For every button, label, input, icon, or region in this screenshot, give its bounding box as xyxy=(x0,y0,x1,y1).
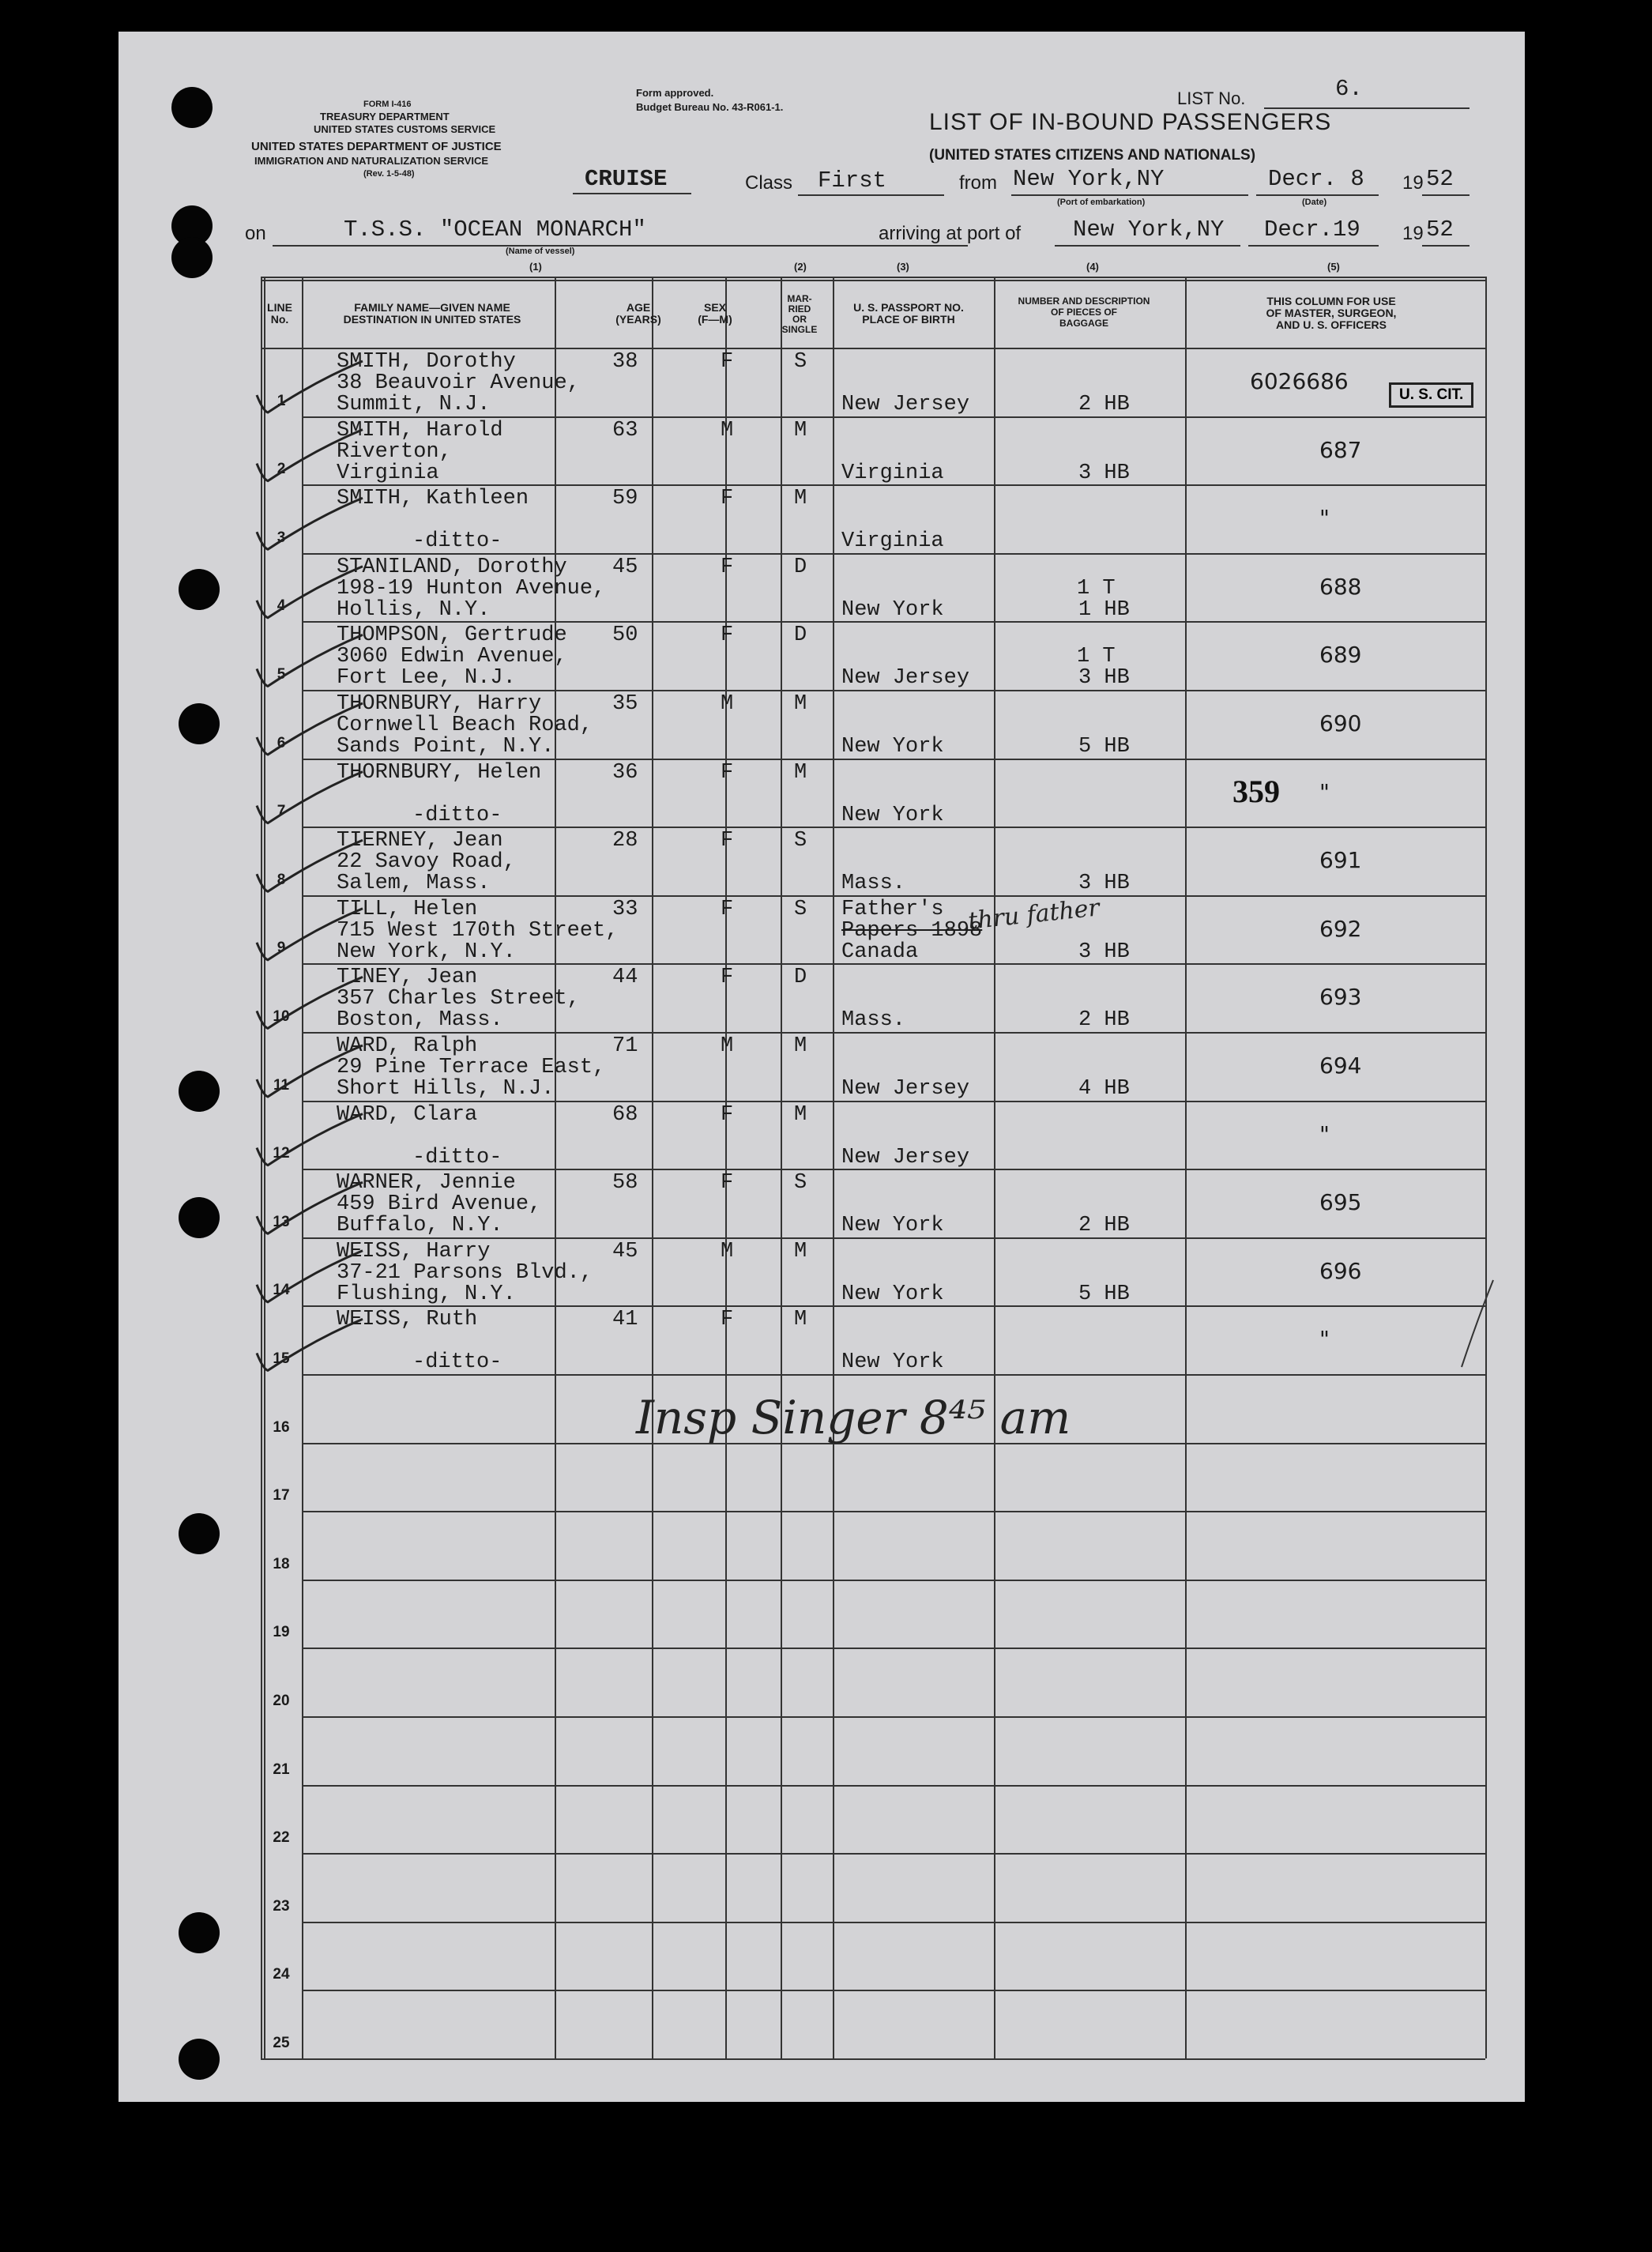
inspector-signature: Insp Singer 8⁴⁵ am xyxy=(636,1391,1071,1444)
check-mark-icon xyxy=(257,635,363,686)
officer-entry: 694 xyxy=(1319,1053,1362,1079)
line-number: 6 xyxy=(277,734,286,751)
place-of-birth: New Jersey xyxy=(841,666,970,691)
destination-address: 459 Bird Avenue, xyxy=(337,1192,542,1217)
baggage-trunks: 1 T xyxy=(1077,645,1116,669)
marital-status: M xyxy=(794,1239,807,1263)
passenger-name: WEISS, Ruth xyxy=(337,1308,478,1332)
passenger-name: WARD, Clara xyxy=(337,1102,478,1127)
col-head-name: FAMILY NAME—GIVEN NAME DESTINATION IN UNITED STATES xyxy=(343,301,521,326)
punch-hole xyxy=(179,1197,220,1238)
year-prefix: 19 xyxy=(1402,172,1424,194)
destination-city: Buffalo, N.Y. xyxy=(337,1214,503,1238)
passenger-name: SMITH, Dorothy xyxy=(337,350,516,374)
age: 33 xyxy=(612,897,638,921)
punch-hole xyxy=(179,1071,220,1112)
sex: M xyxy=(721,418,734,442)
sex: M xyxy=(721,1034,734,1058)
destination-address: 357 Charles Street, xyxy=(337,987,580,1011)
destination-city: Virginia xyxy=(337,461,439,485)
marital-status: M xyxy=(794,760,807,785)
form-approved: Form approved. xyxy=(636,87,714,99)
passenger-name: SMITH, Harold xyxy=(337,418,503,442)
line-number: 16 xyxy=(273,1418,290,1436)
officer-entry: 689 xyxy=(1319,642,1362,668)
sex: F xyxy=(721,760,734,785)
passport-note: Father's xyxy=(841,897,944,921)
check-mark-icon xyxy=(257,1045,363,1097)
age: 59 xyxy=(612,487,638,511)
age: 50 xyxy=(612,623,638,648)
destination-city: Summit, N.J. xyxy=(337,393,491,416)
punch-hole xyxy=(179,2039,220,2080)
sex: F xyxy=(721,623,734,648)
destination-address: 198-19 Hunton Avenue, xyxy=(337,576,606,601)
destination-address: 38 Beauvoir Avenue, xyxy=(337,371,580,395)
destination-city: -ditto- xyxy=(412,803,502,827)
destination-address: 3060 Edwin Avenue, xyxy=(337,645,567,669)
line-number: 10 xyxy=(273,1008,290,1025)
age: 71 xyxy=(612,1034,638,1058)
margin-stroke xyxy=(1462,1280,1493,1367)
check-mark-icon xyxy=(257,909,363,960)
officer-entry: " xyxy=(1319,1326,1330,1353)
line-number: 9 xyxy=(277,940,286,957)
col-number-1: (1) xyxy=(529,261,542,273)
arriving-label: arriving at port of xyxy=(879,223,1022,244)
destination-city: -ditto- xyxy=(412,1145,502,1169)
sex: F xyxy=(721,487,734,511)
arrival-port: New York,NY xyxy=(1073,217,1225,243)
destination-city: -ditto- xyxy=(412,529,502,554)
line-number: 1 xyxy=(277,392,286,409)
sex: F xyxy=(721,1171,734,1196)
age: 36 xyxy=(612,760,638,785)
check-mark-icon xyxy=(257,361,363,412)
baggage-hand: 2 HB xyxy=(1078,1214,1130,1238)
budget-bureau: Budget Bureau No. 43-R061-1. xyxy=(636,101,784,113)
line-number: 11 xyxy=(273,1076,290,1094)
marital-status: D xyxy=(794,555,807,579)
check-mark-icon xyxy=(257,1182,363,1233)
line-number: 4 xyxy=(277,597,286,615)
col-head-sex: SEX (F—M) xyxy=(698,301,732,326)
check-marks xyxy=(119,32,1525,2102)
arrival-year-prefix: 19 xyxy=(1402,223,1424,244)
age: 58 xyxy=(612,1171,638,1196)
passenger-name: THORNBURY, Helen xyxy=(337,760,542,785)
baggage-hand: 2 HB xyxy=(1078,393,1130,416)
punch-hole xyxy=(179,1513,220,1554)
officer-entry: 691 xyxy=(1319,847,1362,874)
line-number: 18 xyxy=(273,1555,290,1572)
sex: F xyxy=(721,555,734,579)
on-label: on xyxy=(245,223,266,244)
baggage-hand: 5 HB xyxy=(1078,735,1130,759)
punch-hole xyxy=(179,569,220,610)
place-of-birth: New York xyxy=(841,735,944,759)
justice-label: UNITED STATES DEPARTMENT OF JUSTICE xyxy=(251,140,502,153)
officer-entry: " xyxy=(1319,505,1330,532)
col-head-officers: THIS COLUMN FOR USE OF MASTER, SURGEON, AND U. S. OFFICERS xyxy=(1266,295,1397,331)
passenger-name: WEISS, Harry xyxy=(337,1239,491,1263)
punch-hole xyxy=(179,703,220,744)
departure-date: Decr. 8 xyxy=(1268,166,1364,192)
col-number-2: (2) xyxy=(794,261,807,273)
place-of-birth: Mass. xyxy=(841,872,906,896)
sex: M xyxy=(721,1239,734,1263)
sex: F xyxy=(721,897,734,921)
line-number: 17 xyxy=(273,1487,290,1504)
destination-city: Salem, Mass. xyxy=(337,872,491,896)
col-head-married: MAR- RIED OR SINGLE xyxy=(781,293,818,335)
class-value: First xyxy=(818,168,887,194)
marital-status: D xyxy=(794,966,807,990)
marital-status: S xyxy=(794,1171,807,1196)
destination-city: -ditto- xyxy=(412,1350,502,1375)
place-of-birth: New York xyxy=(841,597,944,622)
col-number-3: (3) xyxy=(897,261,909,273)
place-of-birth: Mass. xyxy=(841,1008,906,1033)
arrival-date: Decr.19 xyxy=(1264,217,1360,243)
passenger-name: WARNER, Jennie xyxy=(337,1171,516,1196)
form-number: FORM I-416 xyxy=(363,100,412,109)
baggage-hand: 4 HB xyxy=(1078,1077,1130,1101)
officer-entry: " xyxy=(1319,778,1330,805)
marital-status: M xyxy=(794,418,807,442)
place-of-birth: New York xyxy=(841,803,944,827)
marital-status: S xyxy=(794,350,807,374)
col-head-baggage: NUMBER AND DESCRIPTION OF PIECES OF BAGGAGE xyxy=(1018,296,1150,329)
destination-address: 37-21 Parsons Blvd., xyxy=(337,1260,593,1285)
destination-city: Boston, Mass. xyxy=(337,1008,503,1033)
revision-label: (Rev. 1-5-48) xyxy=(363,169,415,179)
us-citizen-stamp: U. S. CIT. xyxy=(1389,382,1473,408)
from-label: from xyxy=(959,172,997,194)
line-number: 24 xyxy=(273,1966,290,1983)
cruise-label: CRUISE xyxy=(585,166,668,192)
baggage-hand: 2 HB xyxy=(1078,1008,1130,1033)
check-mark-icon xyxy=(257,703,363,755)
destination-city: Hollis, N.Y. xyxy=(337,597,491,622)
col-head-age: AGE (YEARS) xyxy=(615,301,661,326)
col-head-passport: U. S. PASSPORT NO. PLACE OF BIRTH xyxy=(853,301,964,326)
marital-status: D xyxy=(794,623,807,648)
place-of-birth: New York xyxy=(841,1214,944,1238)
destination-address: 715 West 170th Street, xyxy=(337,918,619,943)
age: 63 xyxy=(612,418,638,442)
passenger-name: SMITH, Kathleen xyxy=(337,487,529,511)
page-subtitle: (UNITED STATES CITIZENS AND NATIONALS) xyxy=(929,147,1256,164)
page-title: LIST OF IN-BOUND PASSENGERS xyxy=(929,109,1332,135)
place-of-birth: Virginia xyxy=(841,461,944,485)
line-number: 22 xyxy=(273,1829,290,1847)
line-number: 14 xyxy=(273,1282,290,1299)
sex: F xyxy=(721,1102,734,1127)
passenger-name: THORNBURY, Harry xyxy=(337,692,542,716)
destination-city: Fort Lee, N.J. xyxy=(337,666,516,691)
baggage-trunks: 1 T xyxy=(1077,576,1116,601)
check-mark-icon xyxy=(257,1319,363,1370)
officer-entry: 692 xyxy=(1319,915,1362,942)
place-of-birth: New York xyxy=(841,1282,944,1306)
class-label: Class xyxy=(745,172,793,194)
check-mark-icon xyxy=(257,977,363,1028)
passenger-name: WARD, Ralph xyxy=(337,1034,478,1058)
handwritten-359: 359 xyxy=(1232,774,1280,809)
place-of-birth: Virginia xyxy=(841,529,944,554)
line-number: 5 xyxy=(277,666,286,683)
passport-note-struck: Papers 1898 xyxy=(841,918,983,943)
line-number: 20 xyxy=(273,1693,290,1709)
date-caption: (Date) xyxy=(1302,198,1327,207)
sex: F xyxy=(721,1308,734,1332)
punch-hole xyxy=(171,87,213,128)
check-mark-icon xyxy=(257,498,363,549)
col-number-5: (5) xyxy=(1327,261,1340,273)
place-of-birth: New Jersey xyxy=(841,1077,970,1101)
officer-entry: 696 xyxy=(1319,1257,1362,1284)
vessel-name: T.S.S. "OCEAN MONARCH" xyxy=(344,217,646,243)
place-of-birth: New Jersey xyxy=(841,1145,970,1169)
place-of-birth: Canada xyxy=(841,940,919,964)
sex: F xyxy=(721,966,734,990)
baggage-hand: 3 HB xyxy=(1078,940,1130,964)
vessel-caption: (Name of vessel) xyxy=(506,247,575,256)
baggage-hand: 3 HB xyxy=(1078,461,1130,485)
destination-city: Sands Point, N.Y. xyxy=(337,735,555,759)
treasury-label: TREASURY DEPARTMENT xyxy=(320,111,450,122)
immigration-label: IMMIGRATION AND NATURALIZATION SERVICE xyxy=(254,155,489,167)
passenger-name: TILL, Helen xyxy=(337,897,478,921)
check-mark-icon xyxy=(257,772,363,823)
age: 41 xyxy=(612,1308,638,1332)
departure-year: 52 xyxy=(1426,166,1454,192)
arrival-year: 52 xyxy=(1426,217,1454,243)
marital-status: M xyxy=(794,1034,807,1058)
col-head-line: LINE No. xyxy=(267,301,292,326)
list-no: 6. xyxy=(1335,76,1363,102)
line-number: 7 xyxy=(277,803,286,820)
officer-entry: " xyxy=(1319,1120,1330,1147)
baggage-hand: 5 HB xyxy=(1078,1282,1130,1306)
baggage-hand: 1 HB xyxy=(1078,597,1130,622)
officer-entry: 693 xyxy=(1319,984,1362,1011)
marital-status: M xyxy=(794,487,807,511)
destination-address: Riverton, xyxy=(337,439,452,464)
destination-city: Short Hills, N.J. xyxy=(337,1077,555,1101)
line-number: 13 xyxy=(273,1213,290,1230)
check-mark-icon xyxy=(257,840,363,891)
destination-address: 29 Pine Terrace East, xyxy=(337,1056,606,1079)
check-mark-icon xyxy=(257,1251,363,1302)
place-of-birth: New York xyxy=(841,1350,944,1375)
destination-city: Flushing, N.Y. xyxy=(337,1282,516,1306)
check-mark-icon xyxy=(257,1114,363,1166)
officer-entry: 695 xyxy=(1319,1189,1362,1216)
handwritten-till-note: thru father xyxy=(966,894,1101,936)
officer-entry: 6026686 xyxy=(1250,368,1349,394)
embarkation-port: New York,NY xyxy=(1013,166,1165,192)
officer-entry: 688 xyxy=(1319,573,1362,600)
place-of-birth: New Jersey xyxy=(841,393,970,416)
marital-status: S xyxy=(794,897,807,921)
sex: F xyxy=(721,350,734,374)
passenger-name: STANILAND, Dorothy xyxy=(337,555,567,579)
baggage-hand: 3 HB xyxy=(1078,872,1130,896)
age: 38 xyxy=(612,350,638,374)
manifest-sheet xyxy=(119,32,1525,2102)
punch-hole xyxy=(171,237,213,278)
baggage-hand: 3 HB xyxy=(1078,666,1130,691)
passenger-name: THOMPSON, Gertrude xyxy=(337,623,567,648)
line-number: 19 xyxy=(273,1624,290,1641)
line-number: 15 xyxy=(273,1350,290,1367)
age: 44 xyxy=(612,966,638,990)
customs-label: UNITED STATES CUSTOMS SERVICE xyxy=(314,123,496,135)
port-caption: (Port of embarkation) xyxy=(1057,198,1146,207)
line-number: 21 xyxy=(273,1761,290,1778)
marital-status: S xyxy=(794,829,807,853)
line-number: 8 xyxy=(277,871,286,888)
line-number: 25 xyxy=(273,2035,290,2051)
age: 45 xyxy=(612,1239,638,1263)
line-number: 23 xyxy=(273,1897,290,1915)
passenger-name: TINEY, Jean xyxy=(337,966,478,990)
punch-hole xyxy=(179,1912,220,1953)
marital-status: M xyxy=(794,1308,807,1332)
destination-address: Cornwell Beach Road, xyxy=(337,714,593,737)
check-mark-icon xyxy=(257,567,363,618)
list-no-label: LIST No. xyxy=(1177,88,1246,108)
marital-status: M xyxy=(794,692,807,716)
line-number: 3 xyxy=(277,529,286,546)
passenger-name: TIERNEY, Jean xyxy=(337,829,503,853)
line-number: 2 xyxy=(277,461,286,478)
sex: M xyxy=(721,692,734,716)
col-number-4: (4) xyxy=(1086,261,1099,273)
age: 35 xyxy=(612,692,638,716)
sex: F xyxy=(721,829,734,853)
officer-entry: 690 xyxy=(1319,710,1362,736)
line-number: 12 xyxy=(273,1145,290,1162)
age: 68 xyxy=(612,1102,638,1127)
destination-address: 22 Savoy Road, xyxy=(337,850,516,875)
officer-entry: 687 xyxy=(1319,436,1362,463)
age: 45 xyxy=(612,555,638,579)
check-mark-icon xyxy=(257,430,363,481)
marital-status: M xyxy=(794,1102,807,1127)
destination-city: New York, N.Y. xyxy=(337,940,516,964)
age: 28 xyxy=(612,829,638,853)
